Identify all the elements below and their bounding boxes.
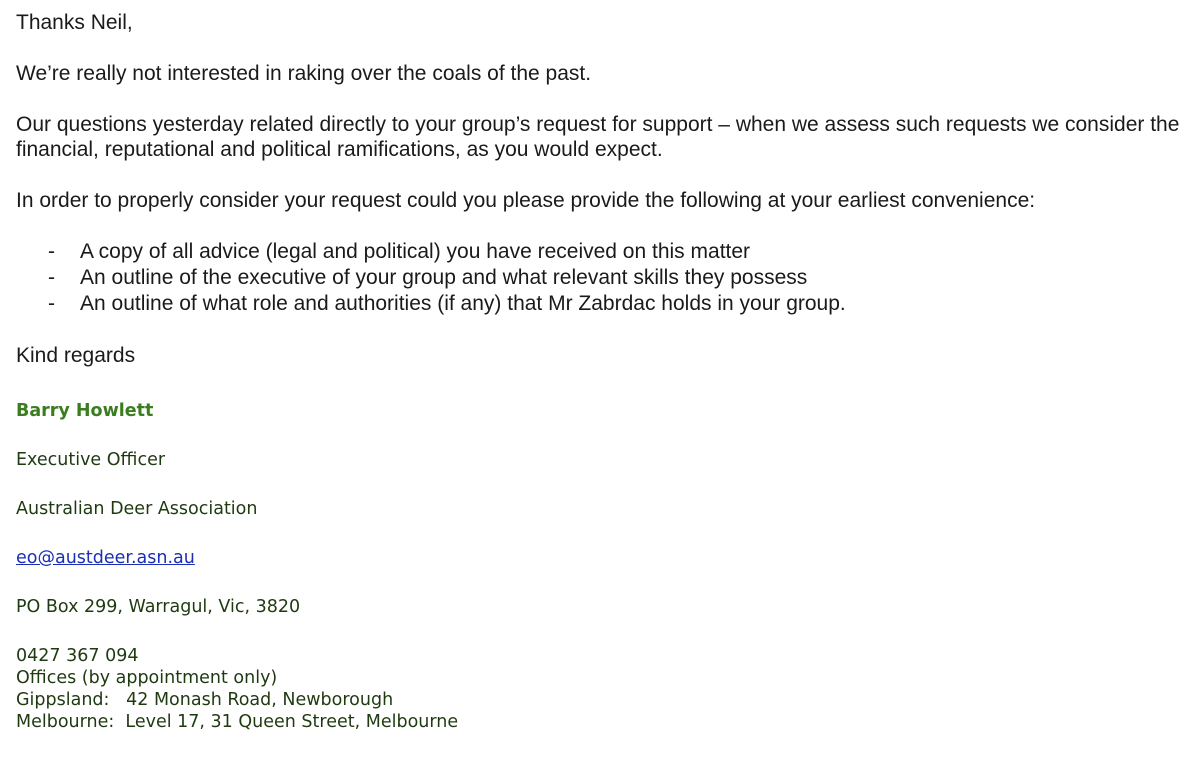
- list-item-text: An outline of the executive of your group and what relevant skills they possess: [80, 266, 808, 289]
- bullet-dash: -: [48, 266, 55, 289]
- signature-organization: Australian Deer Association: [16, 499, 258, 519]
- signature-office-melbourne: Melbourne: Level 17, 31 Queen Street, Melbourne: [16, 712, 459, 732]
- request-list: [16, 239, 1186, 317]
- signature-office-gippsland: Gippsland: 42 Monash Road, Newborough: [16, 690, 394, 710]
- bullet-dash: -: [48, 240, 55, 263]
- email-body: [16, 10, 1186, 392]
- signature-offices-label: Offices (by appointment only): [16, 668, 278, 688]
- list-item-text: An outline of what role and authorities (if any) that Mr Zabrdac holds in your group.: [80, 292, 846, 315]
- paragraph-2: Our questions yesterday related directly to your group’s request for support – when we assess such requests we consider the financial, reputational and political ramifications, as you would expect.: [16, 113, 1180, 161]
- paragraph-1: We’re really not interested in raking over the coals of the past.: [16, 62, 592, 85]
- bullet-dash: -: [48, 292, 55, 315]
- signature-postal-address: PO Box 299, Warragul, Vic, 3820: [16, 597, 301, 617]
- closing: Kind regards: [16, 344, 136, 367]
- signature-email-link[interactable]: eo@austdeer.asn.au: [16, 548, 195, 568]
- signature-title: Executive Officer: [16, 450, 166, 470]
- greeting: Thanks Neil,: [16, 11, 133, 34]
- list-item: [16, 291, 1186, 317]
- list-item-text: A copy of all advice (legal and political) you have received on this matter: [80, 240, 751, 263]
- list-item: [16, 265, 1186, 291]
- email-signature: [16, 400, 458, 733]
- signature-name: Barry Howlett: [16, 401, 154, 421]
- paragraph-3: In order to properly consider your request could you please provide the following at your earliest convenience:: [16, 189, 1036, 212]
- list-item: [16, 239, 1186, 265]
- signature-phone: 0427 367 094: [16, 646, 139, 666]
